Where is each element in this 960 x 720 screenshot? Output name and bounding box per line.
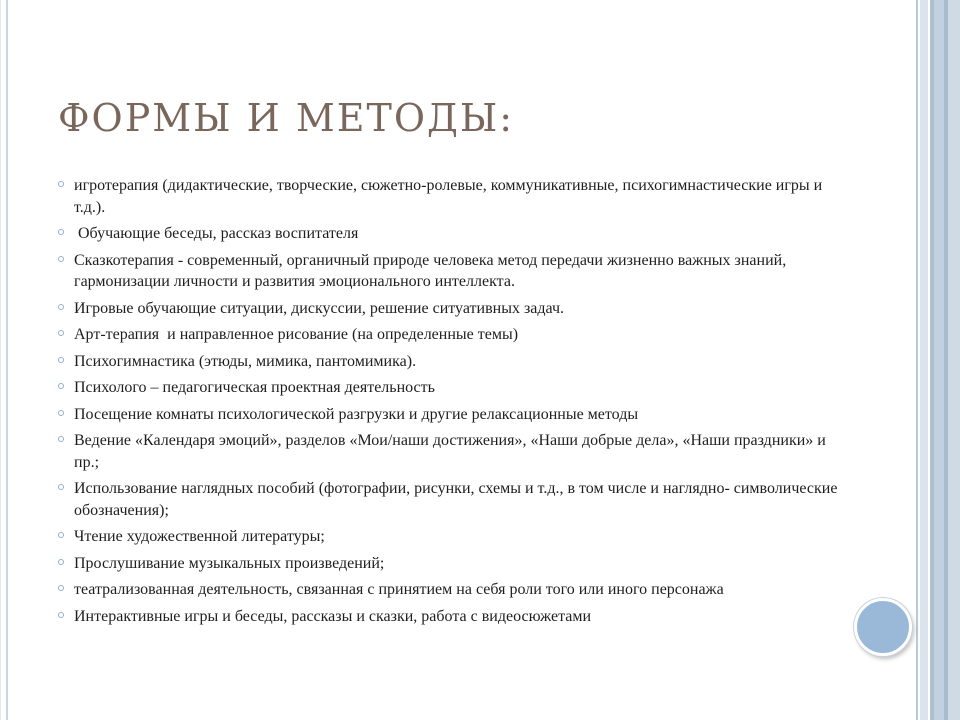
bullet-text: Посещение комнаты психологической разгрузки и другие релаксационные методы [74,405,639,423]
bullet-icon [58,410,64,416]
bullet-item [58,250,838,293]
bullet-icon [58,330,64,336]
bullet-icon [58,484,64,490]
bullet-item [58,606,838,628]
bullet-text: Психолого – педагогическая проектная деятельность [74,379,435,396]
bullet-text: Обучающие беседы, рассказ воспитателя [74,225,359,242]
bullet-item [58,478,838,521]
bullet-icon [58,304,64,310]
bullet-item [58,223,838,245]
bullet-item [58,430,838,473]
bullet-icon [58,181,64,187]
bullet-text: театрализованная деятельность, связанная с принятием на себя роли того или иного персонажа [74,581,724,598]
right-stripe-1 [916,0,918,720]
bullet-icon [58,585,64,591]
bullet-icon [58,532,64,538]
slide-title: ФОРМЫ И МЕТОДЫ: [58,96,515,140]
bullet-text: Игровые обучающие ситуации, дискуссии, решение ситуативных задач. [74,299,565,317]
bullet-text: игротерапия (дидактические, творческие, сюжетно-ролевые, коммуникативные, психогимнастические игры и т.д.). [74,177,823,216]
bullet-text: Использование наглядных пособий (фотографии, рисунки, схемы и т.д., в том числе и наглядно- символические обозначения); [74,480,838,519]
bullet-item [58,298,838,320]
decorative-circle-icon [854,598,912,656]
bullet-icon [58,256,64,262]
bullet-icon [58,559,64,565]
bullet-text: Арт-терапия и направленное рисование (на определенные темы) [74,326,519,343]
bullet-item [58,404,838,426]
bullet-icon [58,383,64,389]
bullet-text: Сказкотерапия - современный, органичный природе человека метод передачи жизненно важных знаний, гармонизации личности и развития эмоционального интеллекта. [74,251,787,290]
bullet-item [58,351,838,373]
bullet-icon [58,436,64,442]
bullet-text: Ведение «Календаря эмоций», разделов «Мои/наши достижения», «Наши добрые дела», «Наши праздники» и пр.; [74,432,826,471]
bullet-item [58,377,838,399]
bullet-icon [58,229,64,235]
bullet-text: Чтение художественной литературы; [74,528,325,545]
bullet-item [58,579,838,601]
bullet-text: Интерактивные игры и беседы, рассказы и сказки, работа с видеосюжетами [74,607,592,625]
bullet-item [58,324,838,346]
bullet-icon [58,612,64,618]
bullet-icon [58,357,64,363]
right-stripe-4 [934,0,944,720]
right-stripe-2 [920,0,928,720]
left-frame-outer-line [0,0,1,720]
bullet-item [58,526,838,548]
bullet-item [58,553,838,575]
bullet-list [58,175,838,632]
bullet-text: Психогимнастика (этюды, мимика, пантомимика). [74,352,417,370]
bullet-item [58,175,838,218]
right-stripe-6 [948,0,960,720]
bullet-text: Прослушивание музыкальных произведений; [74,554,385,572]
left-frame-line [6,0,8,720]
